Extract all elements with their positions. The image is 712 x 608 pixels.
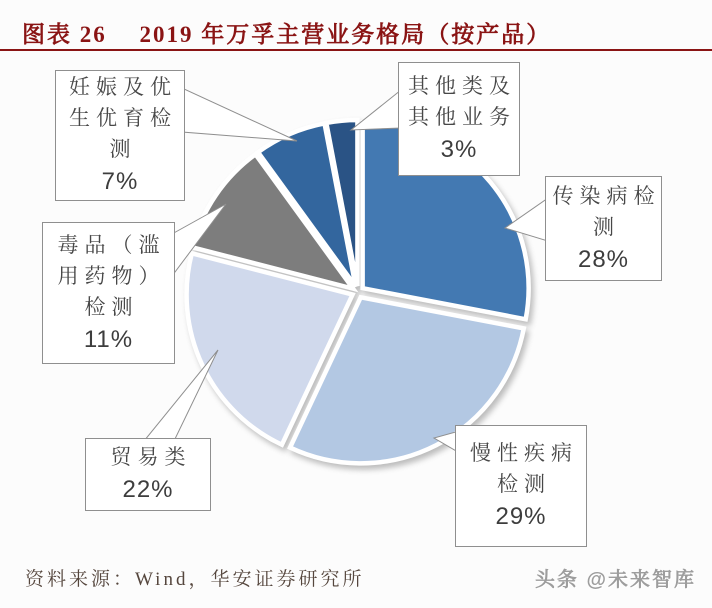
callout-infectious-disease <box>545 176 662 281</box>
callout-pointer <box>182 88 297 141</box>
callout-percent: 11% <box>83 325 134 353</box>
callout-percent: 29% <box>495 503 547 530</box>
figure-title: 图表 26 2019 年万孚主营业务格局（按产品） <box>22 22 552 47</box>
callout-percent: 28% <box>577 245 630 273</box>
callout-label: 妊娠及优生优育检测 <box>69 75 177 161</box>
callout-label: 贸易类 <box>110 445 192 469</box>
callout-other <box>398 62 520 176</box>
callout-percent: 3% <box>440 136 478 163</box>
callout-drug-abuse <box>42 222 175 364</box>
callout-label: 慢性疾病检测 <box>470 441 578 496</box>
callout-label: 其他类及其他业务 <box>408 74 516 129</box>
source-note: 资料来源：Wind，华安证券研究所 <box>25 569 365 590</box>
callout-label: 传染病检测 <box>552 183 661 239</box>
callout-label: 毒品（滥用药物）检测 <box>57 232 166 319</box>
callout-pregnancy <box>55 70 185 201</box>
callout-percent: 22% <box>122 476 174 503</box>
watermark-toutiao: 头条 @未来智库 <box>534 569 696 591</box>
callout-chronic-disease <box>455 425 587 547</box>
callout-percent: 7% <box>101 168 139 195</box>
callout-pointer <box>351 90 401 130</box>
callout-trade <box>85 438 211 511</box>
